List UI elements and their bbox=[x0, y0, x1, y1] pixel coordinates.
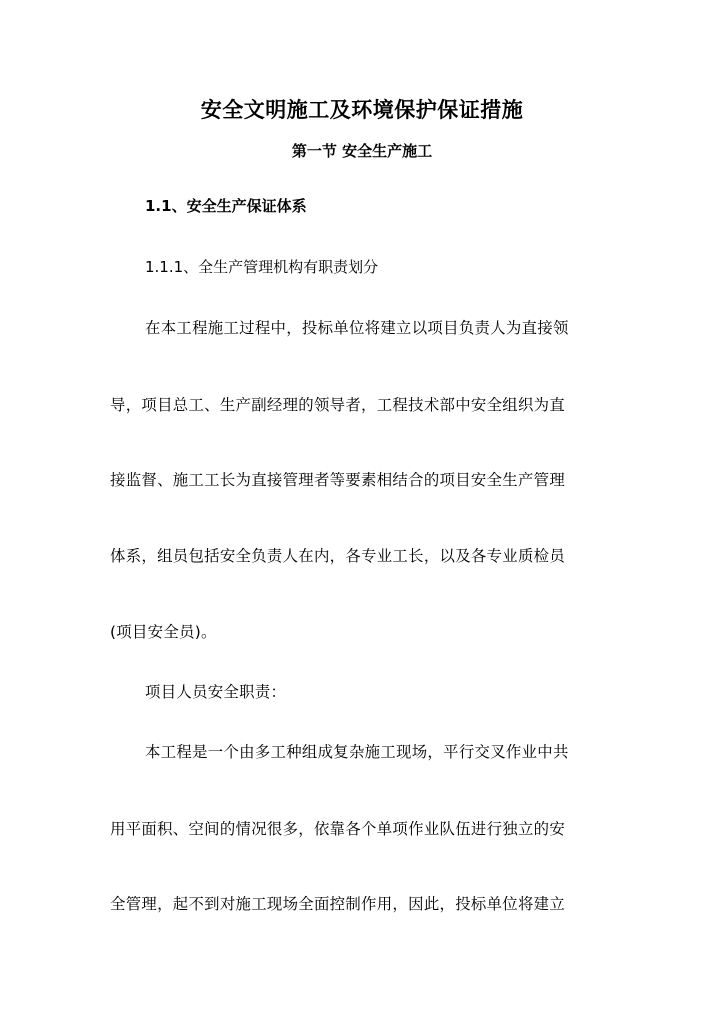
paragraph-line: 接监督、施工工长为直接管理者等要素相结合的项目安全生产管理 bbox=[110, 471, 566, 489]
paragraph-line: 导，项目总工、生产副经理的领导者，工程技术部中安全组织为直 bbox=[110, 396, 566, 414]
paragraph-line: (项目安全员)。 bbox=[110, 623, 217, 641]
paragraph-line: 全管理，起不到对施工现场全面控制作用，因此，投标单位将建立 bbox=[110, 895, 566, 913]
paragraph-line: 项目人员安全职责： bbox=[145, 683, 287, 701]
section-title: 第一节 安全生产施工 bbox=[291, 142, 433, 160]
subsection-heading: 1.1.1、全生产管理机构有职责划分 bbox=[145, 258, 379, 276]
section-heading: 1.1、安全生产保证体系 bbox=[145, 197, 307, 215]
paragraph-line: 用平面积、空间的情况很多，依靠各个单项作业队伍进行独立的安 bbox=[110, 820, 566, 838]
paragraph-line: 在本工程施工过程中，投标单位将建立以项目负责人为直接领 bbox=[145, 319, 569, 337]
paragraph-line: 体系，组员包括安全负责人在内，各专业工长，以及各专业质检员 bbox=[110, 547, 566, 565]
paragraph-line: 本工程是一个由多工种组成复杂施工现场，平行交叉作业中共 bbox=[145, 743, 569, 761]
document-title: 安全文明施工及环境保护保证措施 bbox=[200, 98, 524, 122]
